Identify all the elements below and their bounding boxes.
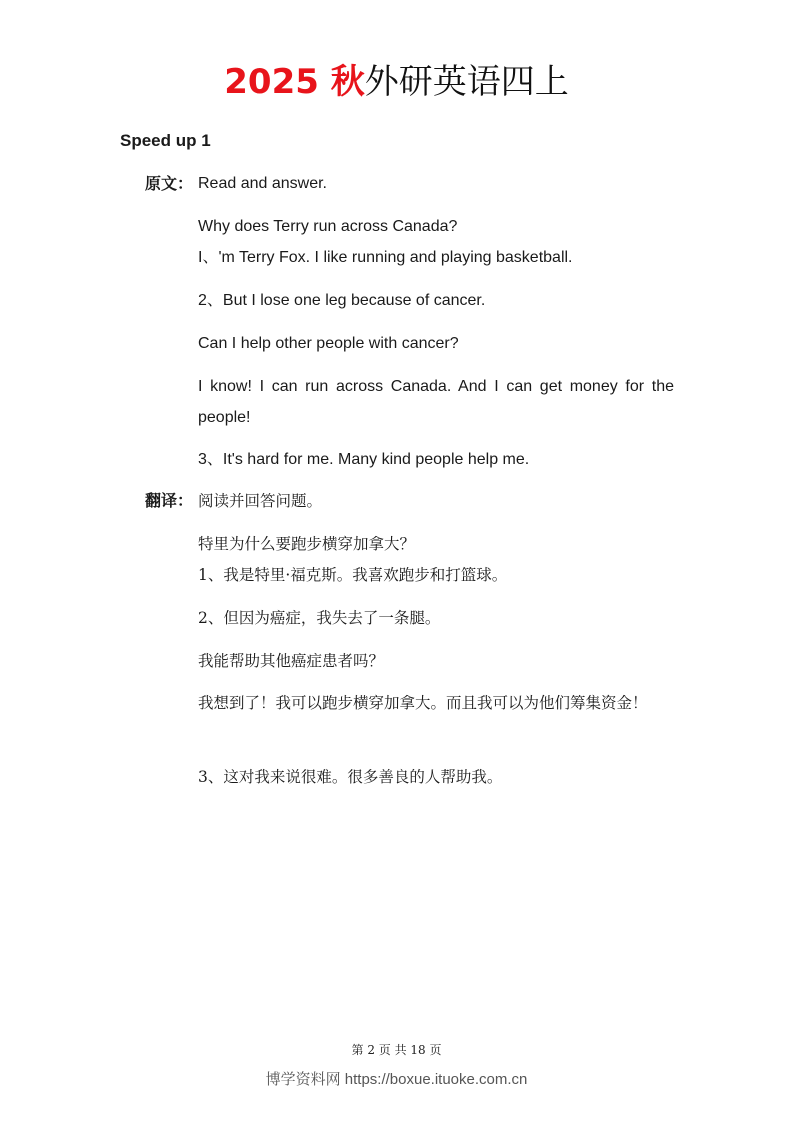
page-indicator: 第 2 页 共 18 页 — [351, 1043, 442, 1057]
title-year: 2025 — [224, 62, 319, 102]
original-line-5: I know! I can run across Canada. And I can get money for the people! — [198, 378, 674, 426]
title-season: 秋 — [330, 62, 365, 102]
translation-intro: 阅读并回答问题。 — [198, 492, 323, 510]
original-label: 原文： — [145, 174, 194, 193]
original-line-4: Can I help other people with cancer? — [198, 335, 459, 352]
section-heading: Speed up 1 — [120, 131, 211, 150]
original-line-3: 2、But I lose one leg because of cancer. — [198, 292, 486, 309]
original-line-1: Why does Terry run across Canada? — [198, 218, 458, 235]
translation-line-1: 特里为什么要跑步横穿加拿大？ — [198, 535, 416, 553]
original-line-2: I、'm Terry Fox. I like running and playing basketball. — [198, 249, 573, 266]
original-intro: Read and answer. — [198, 175, 327, 192]
translation-line-5: 我想到了！我可以跑步横穿加拿大。而且我可以为他们筹集资金！ — [198, 694, 648, 712]
title-rest: 外研英语四上 — [364, 62, 569, 102]
translation-line-4: 我能帮助其他癌症患者吗？ — [198, 652, 385, 670]
footer-site: 博学资料网 https://boxue.ituoke.com.cn — [265, 1071, 528, 1088]
original-line-6: 3、It's hard for me. Many kind people help me. — [198, 451, 530, 468]
translation-line-2: 1、我是特里·福克斯。我喜欢跑步和打篮球。 — [198, 566, 508, 584]
document-title — [0, 58, 793, 106]
translation-label: 翻译： — [145, 491, 194, 510]
translation-line-6: 3、这对我来说很难。很多善良的人帮助我。 — [198, 768, 503, 786]
translation-line-3: 2、但因为癌症，我失去了一条腿。 — [198, 609, 441, 627]
